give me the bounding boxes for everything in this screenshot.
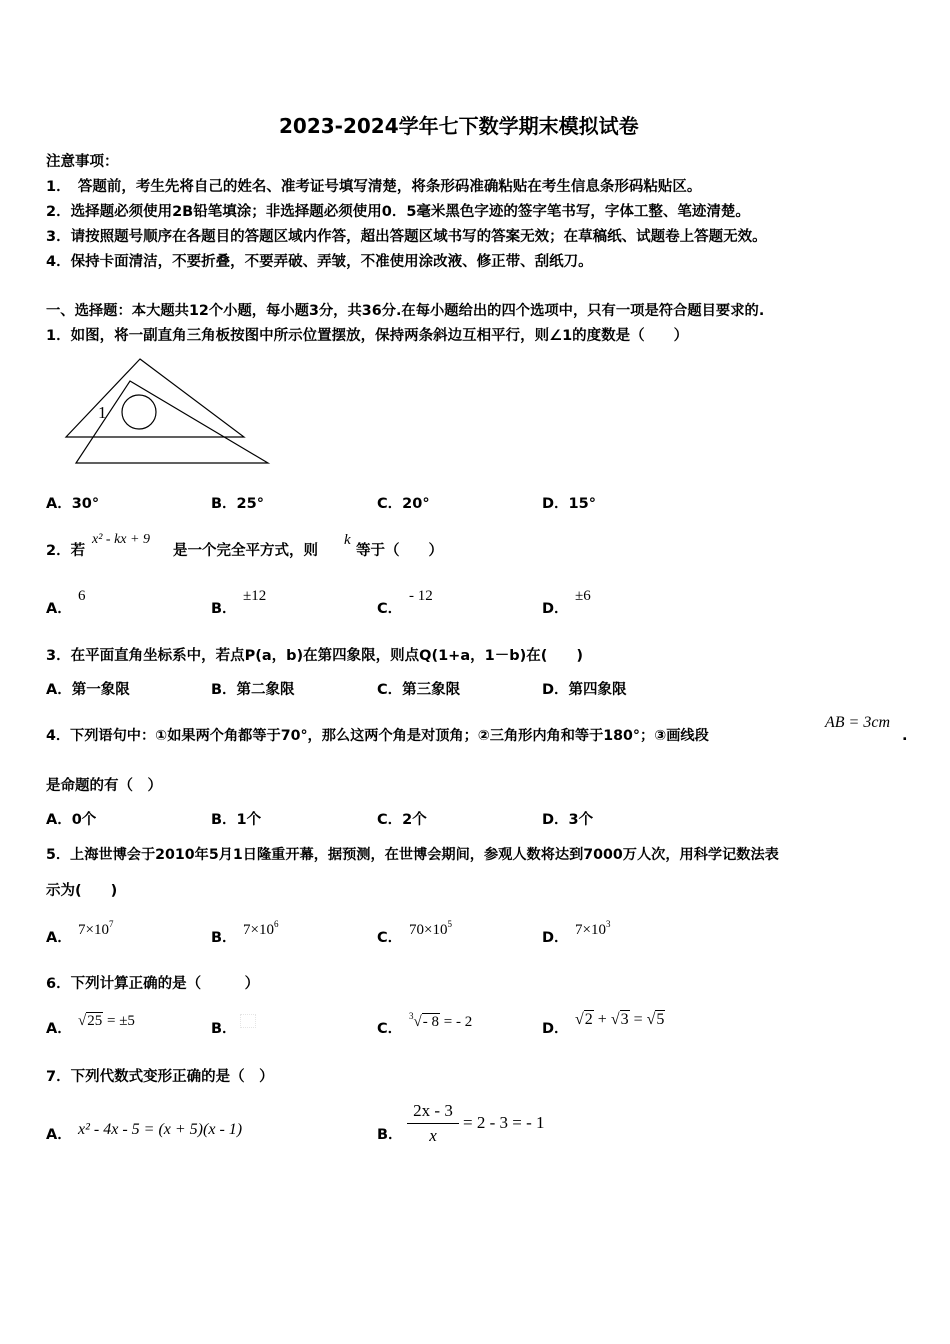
q2-label-c: C． [377,601,403,617]
notice-heading: 注意事项： [46,154,119,170]
question-4-stem-2: 是命题的有（ ） [46,778,162,794]
angle-circle [122,395,156,429]
q4-math: AB = 3cm [825,714,890,731]
question-4-end: . [902,728,908,744]
q2-expression: x² - kx + 9 [92,532,150,547]
question-3-stem: 3．在平面直角坐标系中，若点P(a，b)在第四象限，则点Q(1+a，1－b)在( ) [46,648,583,664]
notice-item: 1． 答题前，考生先将自己的姓名、准考证号填写清楚，将条形码准确粘贴在考生信息条形码粘贴区。 [46,179,702,195]
question-5-stem-2: 示为( ) [46,883,118,899]
q6-faint-image [240,1014,256,1028]
q5-label-d: D． [542,930,569,946]
q4-option-c: C．2个 [377,812,427,828]
question-2-mid: 是一个完全平方式，则 [173,543,318,559]
q6-label-c: C． [377,1021,403,1037]
q1-option-d: D．15° [542,496,596,512]
q2-value-c: - 12 [409,588,433,604]
q5-label-b: B． [211,930,237,946]
q6-value-d: √2 + √3 = √5 [575,1011,665,1028]
question-6-stem: 6．下列计算正确的是（ ） [46,976,260,992]
q3-option-a: A．第一象限 [46,682,130,698]
q7-label-b: B． [377,1127,403,1143]
q7-fraction-numerator: 2x - 3 [413,1101,453,1120]
notice-item: 2．选择题必须使用2B铅笔填涂；非选择题必须使用0．5毫米黑色字迹的签字笔书写，字体工整、笔迹清楚。 [46,204,750,220]
q7-fraction-b [407,1101,459,1146]
q6-label-b: B． [211,1021,237,1037]
q5-label-a: A． [46,930,72,946]
question-2-end: 等于（ ） [356,543,443,559]
notice-item: 3．请按照题号顺序在各题目的答题区域内作答，超出答题区域书写的答案无效；在草稿纸、试题卷上答题无效。 [46,229,767,245]
q7-label-a: A． [46,1127,72,1143]
q7-fraction-denominator: x [429,1126,437,1145]
q5-value-c: $70\times 10^5$ [409,919,452,938]
q1-option-a: A．30° [46,496,100,512]
q2-value-d: ±6 [575,588,591,604]
q5-value-d: $7\times 10^3$ [575,919,611,938]
question-1-stem: 1．如图，将一副直角三角板按图中所示位置摆放，保持两条斜边互相平行，则∠1的度数是（ ） [46,328,689,344]
q4-option-d: D．3个 [542,812,594,828]
q4-option-a: A．0个 [46,812,97,828]
q7-expression-a: x² - 4x - 5 = (x + 5)(x - 1) [78,1121,243,1138]
q2-value-b: ±12 [243,588,267,604]
question-7-stem: 7．下列代数式变形正确的是（ ） [46,1069,274,1085]
q1-option-c: C．20° [377,496,430,512]
q6-value-c: $^3$√- 8 = - 2 [409,1011,473,1030]
triangle-2 [76,381,268,463]
q7-fraction-bar [407,1123,459,1124]
question-5-stem: 5．上海世博会于2010年5月1日隆重开幕，据预测，在世博会期间，参观人数将达到7000万人次，用科学记数法表 [46,847,779,863]
triangle-1 [66,359,244,437]
triangle-figure [60,355,280,475]
q5-value-b: $7\times 10^6$ [243,919,279,938]
q1-option-b: B．25° [211,496,264,512]
q4-option-b: B．1个 [211,812,262,828]
q2-k: k [344,532,351,548]
q6-value-a: √25 = ±5 [78,1013,135,1029]
q2-label-a: A． [46,601,72,617]
q6-label-d: D． [542,1021,569,1037]
notice-item: 4．保持卡面清洁，不要折叠，不要弄破、弄皱，不准使用涂改液、修正带、刮纸刀。 [46,254,593,270]
question-4-stem: 4．下列语句中：①如果两个角都等于70°，那么这两个角是对顶角；②三角形内角和等于180°；③画线段 [46,728,709,744]
question-2-num: 2．若 [46,543,86,559]
q3-option-c: C．第三象限 [377,682,461,698]
q5-label-c: C． [377,930,403,946]
page-title: 2023-2024学年七下数学期末模拟试卷 [279,114,639,138]
q7-expression-b-rest: = 2 - 3 = - 1 [463,1113,545,1132]
q2-label-b: B． [211,601,237,617]
section-heading: 一、选择题：本大题共12个小题，每小题3分，共36分.在每小题给出的四个选项中，只有一项是符合题目要求的. [46,303,765,319]
q5-value-a: $7\times 10^7$ [78,919,114,938]
q2-value-a: 6 [78,588,86,604]
q6-label-a: A． [46,1021,72,1037]
q3-option-b: B．第二象限 [211,682,295,698]
angle-label: 1 [98,403,107,422]
q2-label-d: D． [542,601,569,617]
q3-option-d: D．第四象限 [542,682,627,698]
